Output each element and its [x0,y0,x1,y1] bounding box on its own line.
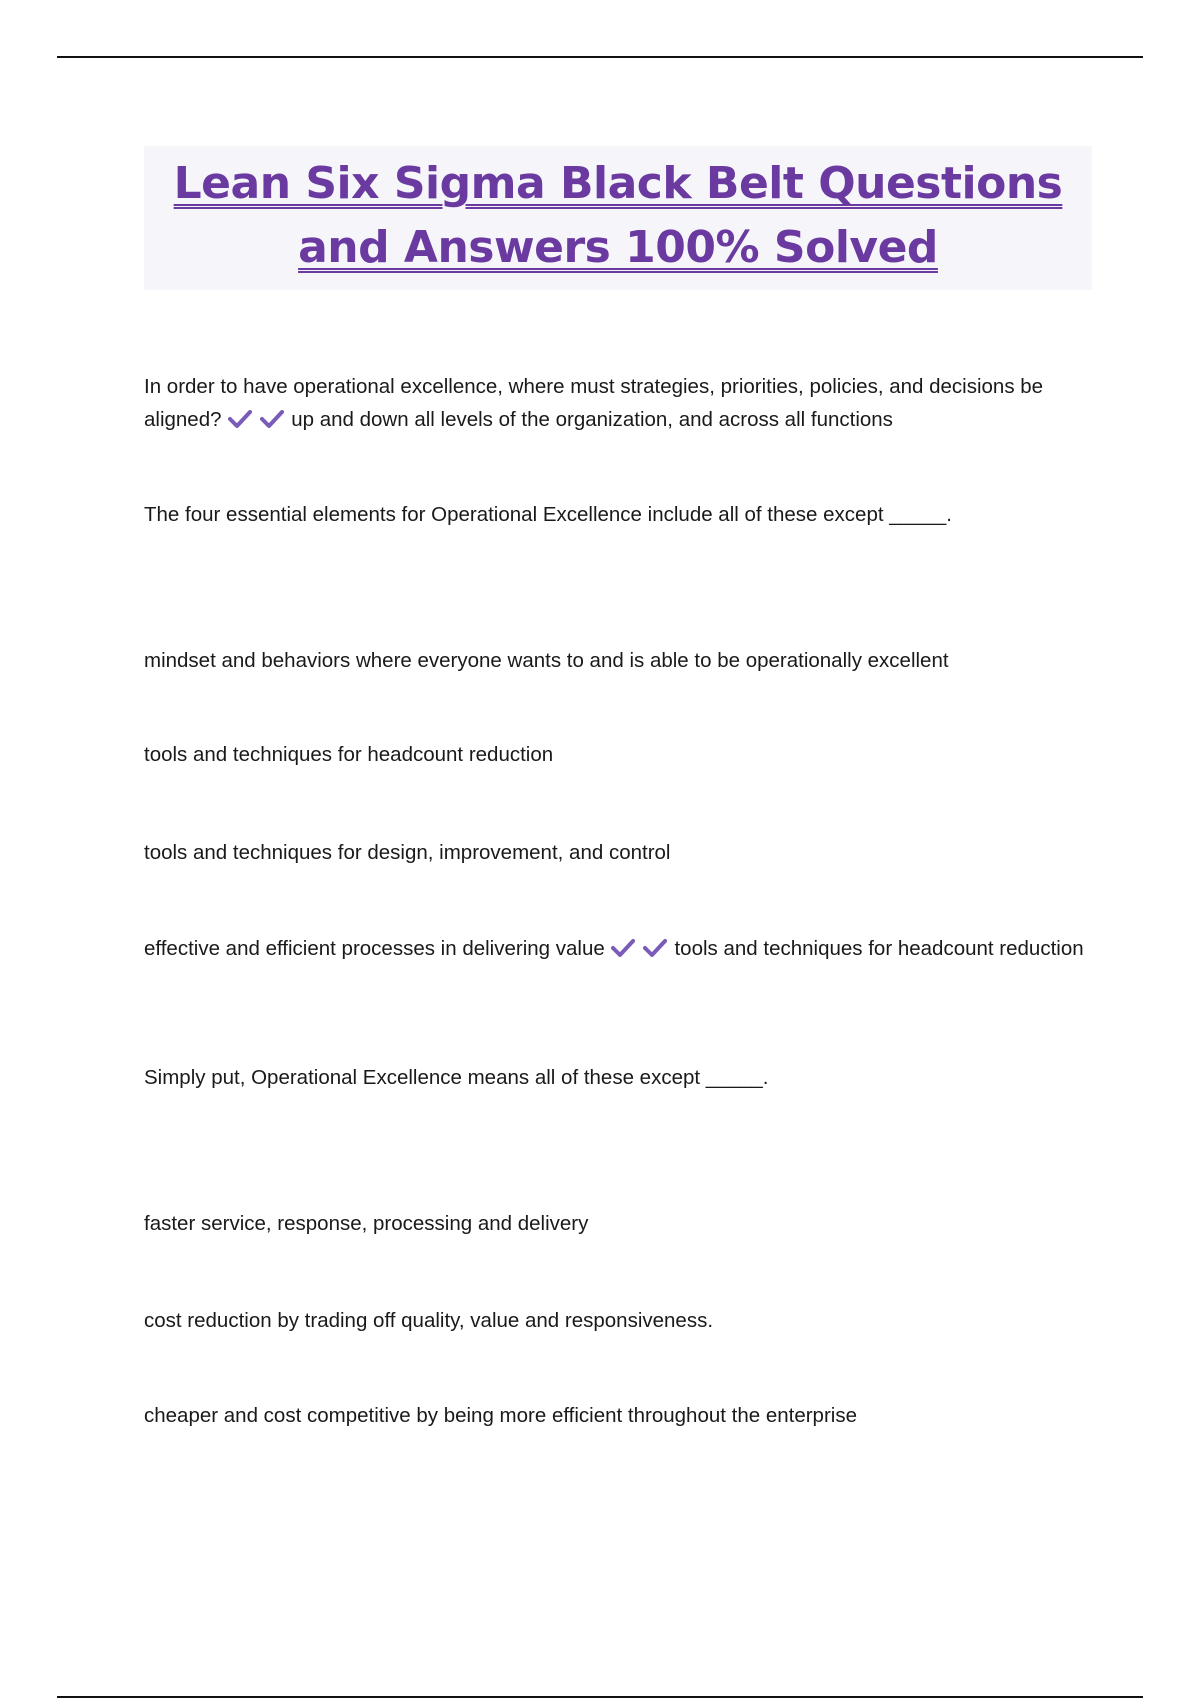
question-text: effective and efficient processes in delivering value [144,937,605,960]
answer-text: tools and techniques for headcount reduction [674,937,1084,960]
option-text: mindset and behaviors where everyone wants to and is able to be operationally excellent [144,649,949,672]
option-text: faster service, response, processing and delivery [144,1212,589,1235]
check-icon [610,938,636,958]
qa-item-2 [144,932,1092,965]
option-text: tools and techniques for headcount reduction [144,743,554,766]
document-page [144,146,1092,1700]
option-text: cost reduction by trading off quality, value and responsiveness. [144,1309,714,1332]
header-rule [57,56,1143,58]
answer-text: up and down all levels of the organization, and across all functions [291,408,893,431]
check-icon [642,938,668,958]
title-box [144,146,1092,290]
question-text: In order to have operational excellence, where must strategies, priorities, policies, and decisions be aligned? [144,375,1044,431]
option-text: cheaper and cost competitive by being more efficient throughout the enterprise [144,1404,857,1427]
footer-rule [57,1696,1143,1698]
check-icon [227,409,253,429]
check-icon [259,409,285,429]
document-title: Lean Six Sigma Black Belt Questions and Answers 100% Solved [173,158,1063,273]
question-text: The four essential elements for Operational Excellence include all of these except _____. [144,503,952,526]
qa-item-1 [144,370,1092,436]
option-text: tools and techniques for design, improvement, and control [144,841,671,864]
question-text: Simply put, Operational Excellence means all of these except _____. [144,1066,769,1089]
